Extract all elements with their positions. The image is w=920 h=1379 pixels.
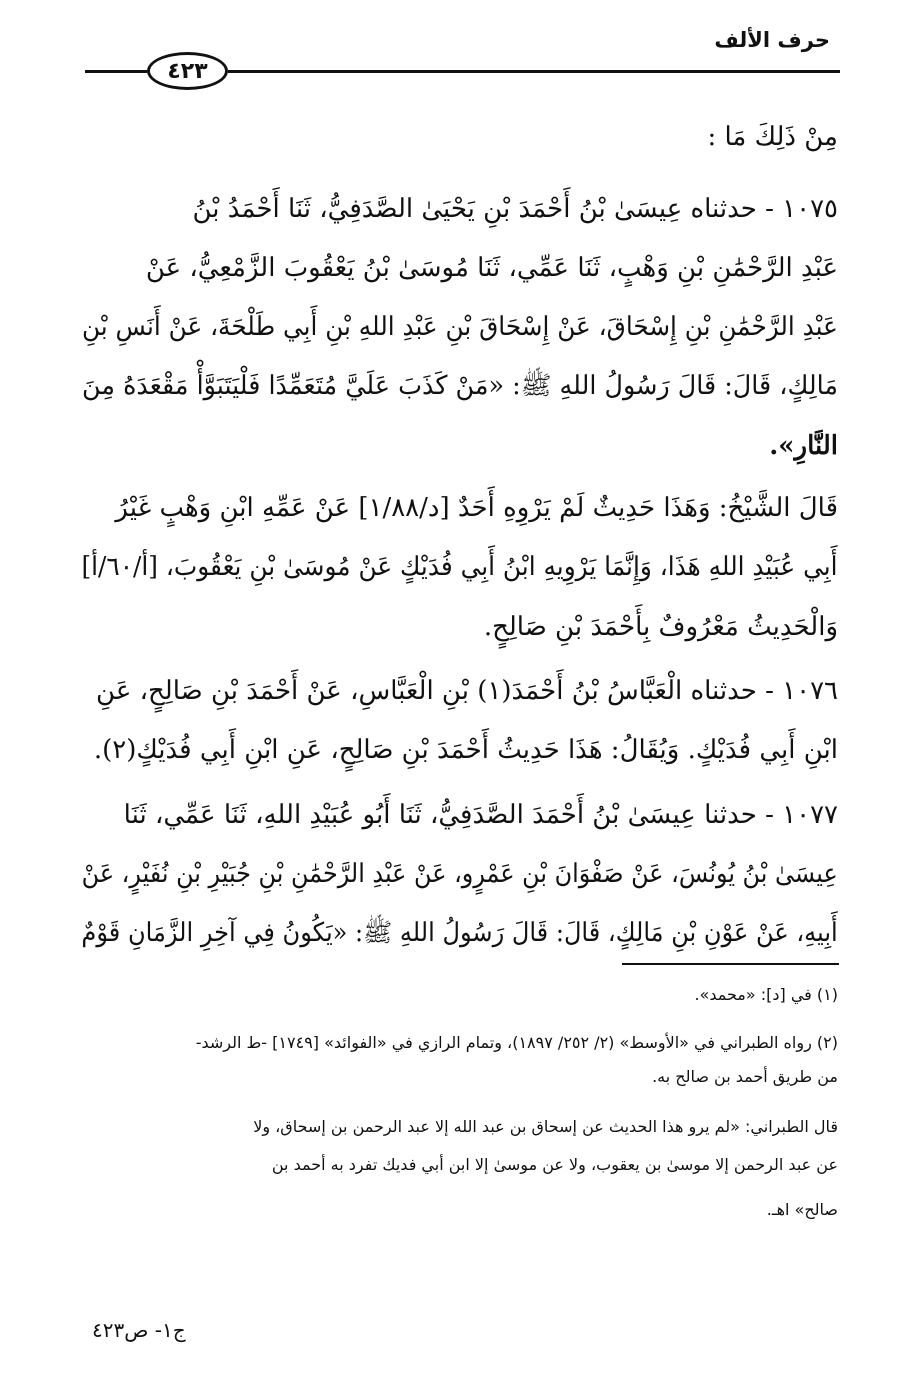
page-number-badge [147, 52, 228, 90]
text-line: وَالْحَدِيثُ مَعْرُوفٌ بِأَحْمَدَ بْنِ صَالِحٍ. [483, 612, 838, 642]
text-line: أَبِيهِ، عَنْ عَوْنِ بْنِ مَالِكٍ، قَالَ: قَالَ رَسُولُ اللهِ ﷺ: «يَكُونُ فِي آخِرِ الزَّمَانِ قَوْمٌ [81, 918, 838, 948]
footnote-line: (١) في [د]: «محمد». [694, 985, 838, 1004]
text-line: عَبْدِ الرَّحْمَٰنِ بْنِ إِسْحَاقَ، عَنْ إِسْحَاقَ بْنِ عَبْدِ اللهِ بْنِ أَبِي طَلْحَةَ، عَنْ أَنَسِ بْنِ [82, 312, 838, 342]
footnote-line: قال الطبراني: «لم يرو هذا الحديث عن إسحاق بن عبد الله إلا عبد الرحمن بن إسحاق، ولا [253, 1117, 838, 1136]
volume-page-reference: ج١- ص٤٢٣ [92, 1318, 186, 1342]
header-rule-right [228, 70, 840, 73]
text-line: عِيسَىٰ بْنُ يُونُسَ، عَنْ صَفْوَانَ بْنِ عَمْرٍو، عَنْ عَبْدِ الرَّحْمَٰنِ بْنِ جُبَيْرِ بْنِ نُفَيْرٍ، عَنْ [81, 859, 838, 889]
page-number: ٤٢٣ [167, 58, 208, 84]
text-line: عَبْدِ الرَّحْمَٰنِ بْنِ وَهْبٍ، ثَنَا عَمِّي، ثَنَا مُوسَىٰ بْنُ يَعْقُوبَ الزَّمْعِيُّ، عَنْ [145, 253, 838, 283]
text-line: أَبِي عُبَيْدِ اللهِ هَذَا، وَإِنَّمَا يَرْوِيهِ ابْنُ أَبِي فُدَيْكٍ عَنْ مُوسَىٰ بْنِ يَعْقُوبَ، [أ/٦٠/أ] [81, 552, 839, 582]
text-line: ١٠٧٦ - حدثناه الْعَبَّاسُ بْنُ أَحْمَدَ(١) بْنِ الْعَبَّاسِ، عَنْ أَحْمَدَ بْنِ صَالِحٍ، عَنِ [96, 676, 838, 706]
chapter-title: حرف الألف [714, 28, 830, 52]
header-rule-left [85, 70, 147, 73]
text-line: ١٠٧٥ - حدثناه عِيسَىٰ بْنُ أَحْمَدَ بْنِ يَحْيَىٰ الصَّدَفِيُّ، ثَنَا أَحْمَدُ بْنُ [192, 194, 838, 224]
text-line: قَالَ الشَّيْخُ: وَهَذَا حَدِيثٌ لَمْ يَرْوِهِ أَحَدٌ [د/١/٨٨] عَنْ عَمِّهِ ابْنِ وَهْبٍ غَيْرُ [115, 493, 838, 523]
footnote-line: صالح» اهـ. [766, 1200, 838, 1219]
text-line: النَّارِ». [769, 431, 838, 461]
text-line: مِنْ ذَلِكَ مَا : [707, 122, 838, 152]
text-line: ابْنِ أَبِي فُدَيْكٍ. وَيُقَالُ: هَذَا حَدِيثُ أَحْمَدَ بْنِ صَالِحٍ، عَنِ ابْنِ أَبِي فُدَيْكٍ(٢). [93, 735, 838, 765]
text-line: ١٠٧٧ - حدثنا عِيسَىٰ بْنُ أَحْمَدَ الصَّدَفِيُّ، ثَنَا أَبُو عُبَيْدِ اللهِ، ثَنَا عَمِّي، ثَنَا [123, 800, 838, 830]
footnote-line: من طريق أحمد بن صالح به. [652, 1067, 838, 1086]
footnote-line: عن عبد الرحمن إلا موسىٰ بن يعقوب، ولا عن موسىٰ إلا ابن أبي فديك تفرد به أحمد بن [271, 1155, 838, 1174]
text-line: مَالِكٍ، قَالَ: قَالَ رَسُولُ اللهِ ﷺ: «مَنْ كَذَبَ عَلَيَّ مُتَعَمِّدًا فَلْيَتَبَوَّأْ مَقْعَدَهُ مِنَ [82, 371, 838, 401]
footnote-line: (٢) رواه الطبراني في «الأوسط» (٢/ ٢٥٢/ ١٨٩٧)، وتمام الرازي في «الفوائد» [١٧٤٩] -ط الرشد- [195, 1033, 838, 1052]
main-text [82, 120, 838, 960]
footnote-separator [622, 963, 839, 965]
